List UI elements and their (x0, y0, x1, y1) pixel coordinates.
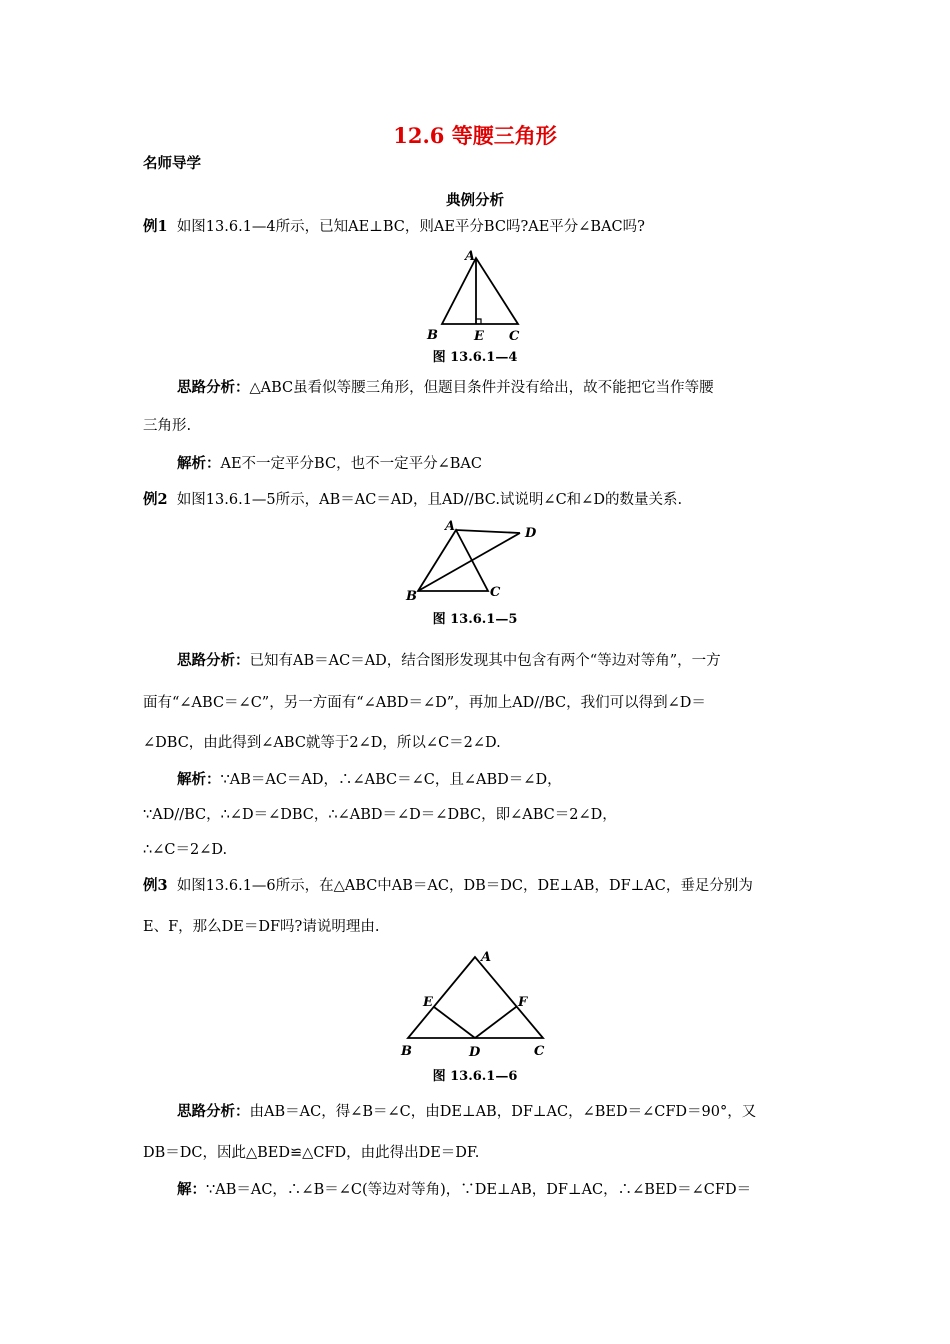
example2-question (143, 488, 682, 509)
analysis-text: 已知有AB＝AC＝AD，结合图形发现其中包含有两个“等边对等角”，一方 (249, 653, 721, 669)
vertex-label-a: A (465, 249, 476, 264)
example2-solution-line2: ∵AD//BC，∴∠D＝∠DBC，∴∠ABD＝∠D＝∠DBC，即∠ABC＝2∠D， (143, 807, 617, 823)
vertex-label-d: D (525, 526, 537, 541)
triangle-abc (418, 530, 488, 591)
example3-solve-line1 (177, 1178, 751, 1199)
example1-solution (177, 452, 482, 473)
figure-caption-1: 图 13.6.1—4 (432, 350, 518, 365)
solve-label: 解： (177, 1181, 206, 1198)
segment-de (434, 1007, 475, 1038)
example3-analysis-line2: DB＝DC，因此△BED≌△CFD，由此得出DE＝DF. (143, 1145, 480, 1161)
figure-13-6-1-6 (395, 945, 560, 1063)
solve-text: ∵AB＝AC，∴∠B＝∠C(等边对等角)，∵DE⊥AB，DF⊥AC，∴∠BED＝∠CFD＝ (206, 1182, 752, 1198)
figure-caption-2: 图 13.6.1—5 (432, 612, 518, 627)
example3-label: 例3 (143, 877, 168, 894)
analysis-label: 思路分析： (177, 652, 250, 669)
segment-ad (456, 530, 520, 533)
example1-analysis-line1 (177, 376, 714, 397)
vertex-label-d: D (469, 1045, 481, 1060)
vertex-label-b: B (401, 1044, 412, 1059)
analysis-label: 思路分析： (177, 379, 250, 396)
example1-question (143, 215, 645, 236)
example3-question-text: 如图13.6.1—6所示，在△ABC中AB＝AC，DB＝DC，DE⊥AB，DF⊥AC，垂足分别为 (176, 878, 753, 894)
figure-13-6-1-5 (400, 516, 550, 606)
vertex-label-b: B (427, 328, 438, 343)
segment-df (475, 1007, 516, 1038)
vertex-label-e: E (474, 329, 484, 344)
subsection-heading: 典例分析 (446, 192, 504, 209)
example2-solution-line1 (177, 768, 562, 789)
example2-question-text: 如图13.6.1—5所示，AB＝AC＝AD，且AD//BC.试说明∠C和∠D的数量关系. (176, 492, 683, 508)
example1-analysis-line2: 三角形. (143, 418, 192, 434)
vertex-label-a: A (481, 950, 492, 965)
analysis-label: 思路分析： (177, 1103, 250, 1120)
vertex-label-b: B (406, 589, 417, 604)
example2-solution-line3: ∴∠C＝2∠D. (143, 842, 228, 858)
solution-label: 解析： (177, 771, 221, 788)
example3-question-line2: E、F，那么DE＝DF吗?请说明理由. (143, 919, 380, 935)
vertex-label-e: E (423, 995, 433, 1010)
example2-analysis-line1 (177, 649, 721, 670)
example1-question-text: 如图13.6.1—4所示，已知AE⊥BC，则AE平分BC吗?AE平分∠BAC吗? (176, 219, 645, 235)
example1-label: 例1 (143, 218, 168, 235)
segment-bd (418, 533, 520, 591)
vertex-label-a: A (445, 519, 456, 534)
page-title: 12.6 等腰三角形 (393, 123, 557, 148)
example2-label: 例2 (143, 491, 168, 508)
solution-text: AE不一定平分BC，也不一定平分∠BAC (220, 456, 482, 472)
triangle-abc (442, 258, 518, 324)
example3-question-line1 (143, 874, 753, 895)
example2-analysis-line2: 面有“∠ABC＝∠C”，另一方面有“∠ABD＝∠D”，再加上AD//BC，我们可以得到∠D＝ (143, 695, 706, 711)
example3-analysis-line1 (177, 1100, 756, 1121)
vertex-label-c: C (490, 585, 501, 600)
example2-analysis-line3: ∠DBC，由此得到∠ABC就等于2∠D，所以∠C＝2∠D. (143, 735, 501, 751)
vertex-label-c: C (534, 1044, 545, 1059)
analysis-text: 由AB＝AC，得∠B＝∠C，由DE⊥AB，DF⊥AC，∠BED＝∠CFD＝90°，又 (249, 1104, 757, 1120)
section-heading: 名师导学 (143, 155, 201, 172)
solution-text: ∵AB＝AC＝AD，∴∠ABC＝∠C，且∠ABD＝∠D， (220, 772, 562, 788)
figure-13-6-1-4 (420, 244, 530, 346)
analysis-text: △ABC虽看似等腰三角形，但题目条件并没有给出，故不能把它当作等腰 (249, 380, 714, 396)
figure-caption-3: 图 13.6.1—6 (432, 1069, 518, 1084)
vertex-label-f: F (518, 995, 528, 1010)
solution-label: 解析： (177, 455, 221, 472)
vertex-label-c: C (509, 329, 520, 344)
